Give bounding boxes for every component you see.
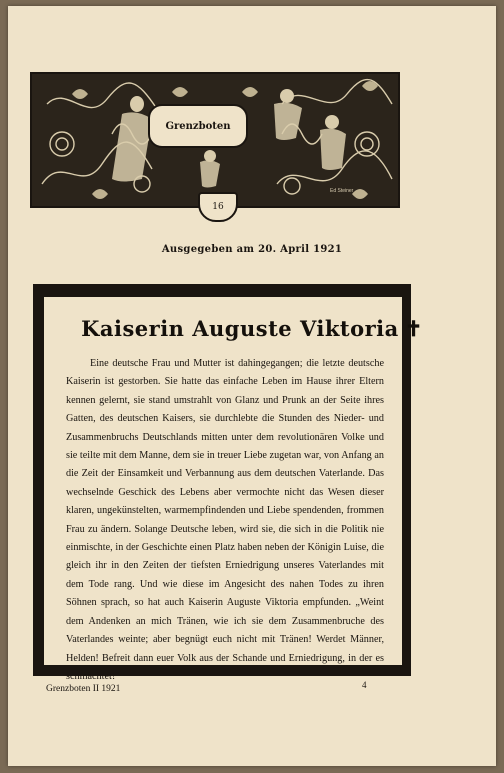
notice-body-text: Eine deutsche Frau und Mutter ist dahingegangen; die letzte deutsche Kaiserin ist gestorben. Sie hatte das einfache Leben im Hause ihrer Eltern kennen gelernt, sie stand umstrahlt von Glanz und Prunk an der Seite ihres Gatten, des deutschen Kaisers, sie durchlebte die Stunden des Nieder- und Zusammenbruchs Deutschlands mitten unter dem revolutionären Volke und sie teilte mit dem Manne, dem sie in treuer Liebe zugetan war, von Anfang an die Zeit der Einsamkeit und Verbannung aus dem deutschen Vaterlande. Das wechselnde Geschick des Lebens aber vermochte nicht das Wesen dieser klaren, ungekünstelten, warmempfindenden und Liebe spendenden, frommen Frau zu ändern. Solange Deutsche leben, wird sie, die sich in die Politik nie einmischte, in der Geschichte einen Platz haben neben der Königin Luise, die gleich ihr in den Zeiten der tiefsten Erniedrigung unseres Vaterlandes mit dem Tode rang. Und wie diese im Angesicht des nahen Todes zu ihren Söhnen sprach, so hat auch Kaiserin Auguste Viktoria empfunden. „Weint dem Andenken an mich Tränen, wie ich sie dem Zusammenbruche des Vaterlandes weinte; aber begnügt euch nicht mit Tränen! Werdet Männer, Helden! Befreit dann euer Volk aus der Schande und Erniedrigung, in der es schmachtet!“ xyxy=(66,358,384,682)
issue-number: 16 xyxy=(212,202,224,212)
cross-icon: ✝ xyxy=(404,316,423,341)
notice-title xyxy=(0,316,504,341)
notice-title-text: Kaiserin Auguste Viktoria xyxy=(81,316,399,341)
cartouche-title: Grenzboten xyxy=(165,120,231,132)
header-cartouche xyxy=(148,104,248,148)
footer-publication: Grenzboten II 1921 xyxy=(46,684,121,694)
artist-signature: Ed Steiner xyxy=(330,188,354,194)
page-number: 4 xyxy=(362,680,367,690)
issue-date: Ausgegeben am 20. April 1921 xyxy=(161,244,343,255)
